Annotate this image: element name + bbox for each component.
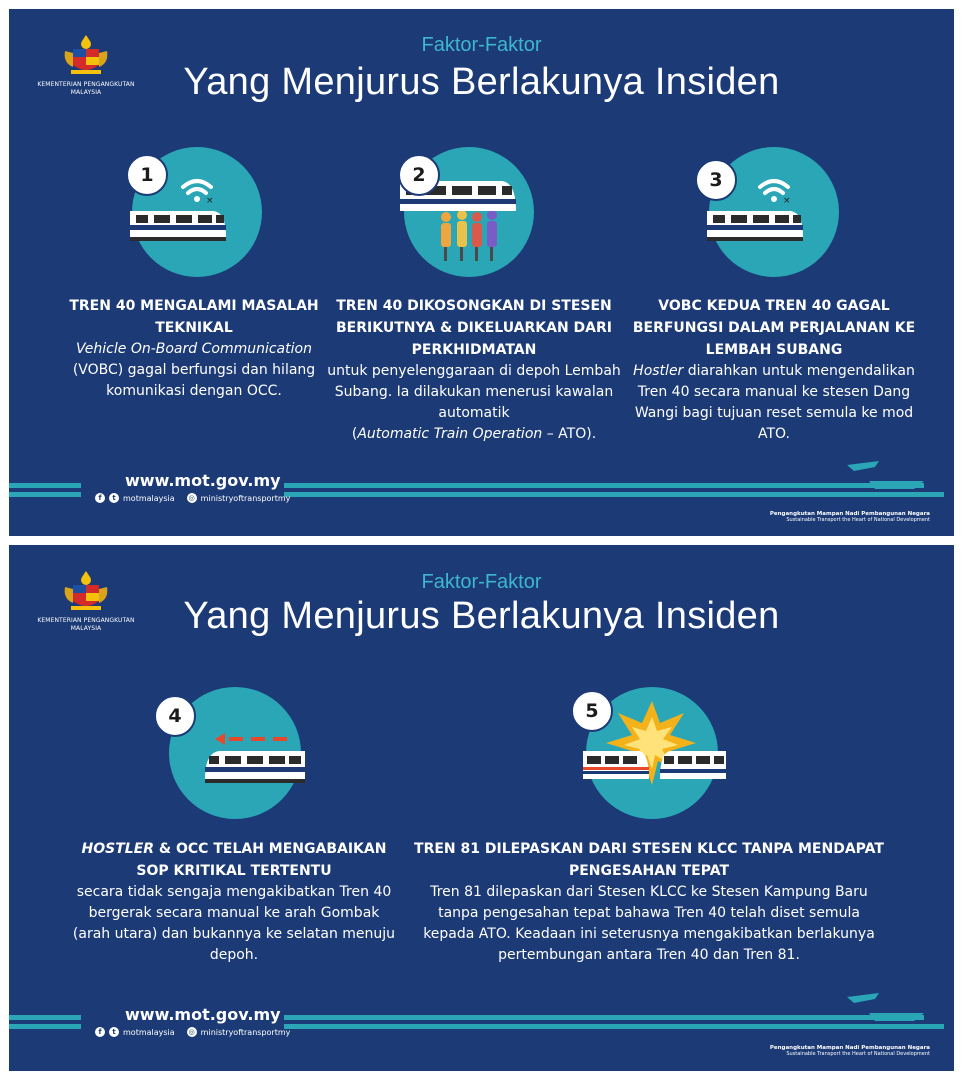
train-81-icon bbox=[581, 747, 651, 783]
step-number-4: 4 bbox=[154, 695, 196, 737]
twitter-icon[interactable]: t bbox=[109, 1027, 119, 1037]
factor-2-italic: Automatic Train Operation bbox=[357, 426, 543, 442]
train-icon bbox=[203, 747, 307, 783]
tagline bbox=[770, 1045, 930, 1057]
social-handle-1[interactable]: motmalaysia bbox=[123, 1027, 175, 1037]
step-number-2: 2 bbox=[398, 154, 440, 196]
factor-3-heading: VOBC KEDUA TREN 40 GAGAL BERFUNGSI DALAM PERJALANAN KE LEMBAH SUBANG bbox=[632, 298, 916, 358]
ministry-country: MALAYSIA bbox=[70, 625, 102, 632]
ministry-name: KEMENTERIAN PENGANGKUTAN bbox=[37, 617, 135, 624]
train-40-icon bbox=[658, 747, 728, 783]
tagline-malay: Pengangkutan Mampan Nadi Pembangunan Negara bbox=[769, 511, 930, 517]
social-links bbox=[95, 1027, 290, 1037]
tagline-english: Sustainable Transport the Heart of National Development bbox=[786, 517, 930, 523]
factor-2-text bbox=[324, 295, 624, 445]
airplane-icon bbox=[847, 993, 879, 1003]
tagline-english: Sustainable Transport the Heart of National Development bbox=[786, 1051, 930, 1057]
factor-1-heading: TREN 40 MENGALAMI MASALAH TEKNIKAL bbox=[69, 298, 319, 336]
panel-subtitle: Faktor-Faktor bbox=[421, 571, 542, 593]
infographic-panel-2 bbox=[9, 545, 954, 1071]
factor-3-body: diarahkan untuk mengendalikan Tren 40 secara manual ke stesen Dang Wangi bagi tujuan reset semula ke mod ATO. bbox=[634, 363, 915, 442]
factor-2-ato-line: (Automatic Train Operation – ATO). bbox=[351, 426, 597, 442]
factor-4-text bbox=[69, 838, 399, 966]
factor-2-heading: TREN 40 DIKOSONGKAN DI STESEN BERIKUTNYA & DIKELUARKAN DARI PERKHIDMATAN bbox=[336, 298, 612, 358]
panel-subtitle: Faktor-Faktor bbox=[421, 34, 542, 56]
factor-4-body: secara tidak sengaja mengakibatkan Tren 40 bergerak secara manual ke arah Gombak (arah utara) dan bukannya ke selatan menuju depoh. bbox=[72, 884, 396, 963]
website-url[interactable]: www.mot.gov.my bbox=[125, 1005, 281, 1024]
social-links bbox=[95, 493, 290, 503]
panel-title: Yang Menjurus Berlakunya Insiden bbox=[183, 595, 780, 637]
train-icon bbox=[705, 207, 805, 241]
factor-1-italic: Vehicle On-Board Communication bbox=[76, 341, 312, 357]
svg-text:×: × bbox=[783, 196, 791, 206]
train-icon bbox=[128, 207, 228, 241]
social-handle-1[interactable]: motmalaysia bbox=[123, 493, 175, 503]
factor-3-italic: Hostler bbox=[633, 363, 684, 379]
tagline-malay: Pengangkutan Mampan Nadi Pembangunan Negara bbox=[769, 1045, 930, 1051]
instagram-icon[interactable]: ◎ bbox=[188, 494, 195, 502]
instagram-icon[interactable]: ◎ bbox=[188, 1028, 195, 1036]
social-handle-2[interactable]: ministryoftransportmy bbox=[200, 1027, 291, 1037]
social-handle-2[interactable]: ministryoftransportmy bbox=[200, 493, 291, 503]
step-number-1: 1 bbox=[126, 154, 168, 196]
airplane-icon bbox=[847, 461, 879, 471]
tagline bbox=[770, 511, 930, 523]
facebook-icon[interactable]: f bbox=[95, 493, 105, 503]
panel-title: Yang Menjurus Berlakunya Insiden bbox=[183, 61, 780, 103]
factor-5-text bbox=[414, 838, 884, 966]
factor-1-text bbox=[49, 295, 339, 402]
factor-4-heading-wrap bbox=[69, 838, 399, 882]
factor-5-body: Tren 81 dilepaskan dari Stesen KLCC ke Stesen Kampung Baru tanpa pengesahan tepat bahawa Tren 40 telah diset semula kepada ATO. Keadaan ini seterusnya mengakibatkan berlakunya pertembungan antara Tren 40 dan Tren 81. bbox=[423, 884, 875, 963]
step-number-3: 3 bbox=[695, 159, 737, 201]
factor-4-heading: & OCC TELAH MENGABAIKAN SOP KRITIKAL TERTENTU bbox=[136, 841, 387, 879]
facebook-icon[interactable]: f bbox=[95, 1027, 105, 1037]
twitter-icon[interactable]: t bbox=[109, 493, 119, 503]
infographic-panel-1 bbox=[9, 9, 954, 536]
factor-3-body-wrap bbox=[619, 361, 929, 445]
factor-3-text bbox=[619, 295, 929, 445]
step-number-5: 5 bbox=[571, 690, 613, 732]
factor-2-tail: – ATO). bbox=[542, 426, 597, 442]
factor-2-body: untuk penyelenggaraan di depoh Lembah Subang. Ia dilakukan menerusi kawalan automatik bbox=[327, 363, 621, 421]
website-url[interactable]: www.mot.gov.my bbox=[125, 471, 281, 490]
svg-text:×: × bbox=[206, 196, 214, 206]
factor-4-heading-italic: HOSTLER bbox=[81, 841, 155, 857]
ministry-country: MALAYSIA bbox=[70, 89, 102, 96]
factor-5-heading: TREN 81 DILEPASKAN DARI STESEN KLCC TANPA MENDAPAT PENGESAHAN TEPAT bbox=[414, 841, 884, 879]
ministry-name: KEMENTERIAN PENGANGKUTAN bbox=[37, 81, 135, 88]
factor-1-body: (VOBC) gagal berfungsi dan hilang komunikasi dengan OCC. bbox=[72, 362, 316, 399]
